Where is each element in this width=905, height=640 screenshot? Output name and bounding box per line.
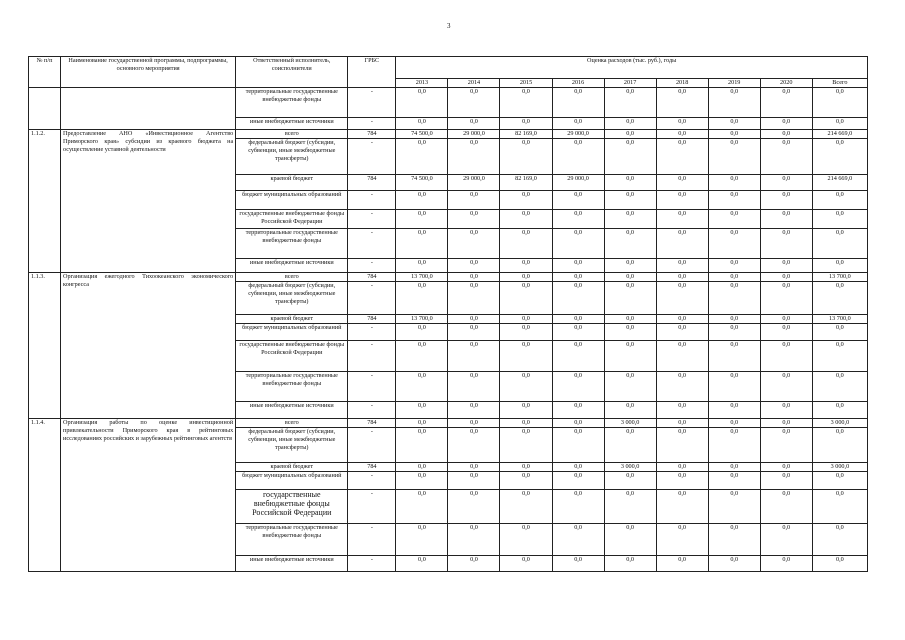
- funding-source: всего: [236, 419, 348, 428]
- funding-source: всего: [236, 130, 348, 139]
- year-value: 0,0: [500, 341, 552, 372]
- grbs-code: -: [348, 556, 396, 572]
- year-value: 0,0: [760, 282, 812, 315]
- grbs-code: -: [348, 282, 396, 315]
- funding-source: территориальные государственные внебюджетные фонды: [236, 372, 348, 402]
- year-value: 0,0: [500, 372, 552, 402]
- year-value: 0,0: [500, 556, 552, 572]
- year-value: 0,0: [604, 428, 656, 463]
- year-value: 29 000,0: [552, 130, 604, 139]
- year-value: 13 700,0: [396, 273, 448, 282]
- year-value: 0,0: [500, 428, 552, 463]
- year-value: 0,0: [656, 88, 708, 118]
- year-value: 0,0: [604, 472, 656, 490]
- year-value: 0,0: [708, 372, 760, 402]
- year-value: 0,0: [396, 490, 448, 524]
- year-value: 82 169,0: [500, 175, 552, 191]
- year-value: 0,0: [500, 191, 552, 210]
- year-value: 0,0: [396, 229, 448, 259]
- grbs-code: -: [348, 210, 396, 229]
- year-value: 0,0: [552, 139, 604, 175]
- total-value: 0,0: [812, 259, 867, 273]
- year-value: 0,0: [396, 324, 448, 341]
- year-value: 0,0: [552, 118, 604, 130]
- item-name: Организация ежегодного Тихоокеанского экономического конгресса: [61, 273, 236, 419]
- year-value: 0,0: [448, 282, 500, 315]
- year-value: 0,0: [656, 341, 708, 372]
- year-value: 29 000,0: [552, 175, 604, 191]
- year-value: 0,0: [760, 324, 812, 341]
- year-value: 0,0: [448, 139, 500, 175]
- table-row: [29, 273, 868, 282]
- grbs-code: -: [348, 402, 396, 419]
- year-value: 0,0: [760, 315, 812, 324]
- budget-table: [28, 56, 868, 572]
- year-value: 0,0: [760, 341, 812, 372]
- year-value: 0,0: [656, 463, 708, 472]
- header-estimate: Оценка расходов (тыс. руб.), годы: [396, 57, 868, 79]
- year-value: 3 000,0: [604, 463, 656, 472]
- table-body: [29, 88, 868, 572]
- year-value: 0,0: [552, 273, 604, 282]
- grbs-code: -: [348, 229, 396, 259]
- year-value: 0,0: [656, 472, 708, 490]
- year-value: 0,0: [656, 273, 708, 282]
- year-value: 0,0: [604, 88, 656, 118]
- year-value: 0,0: [500, 402, 552, 419]
- header-num: № п/п: [29, 57, 61, 88]
- total-value: 0,0: [812, 428, 867, 463]
- year-value: 0,0: [552, 372, 604, 402]
- year-value: 0,0: [552, 210, 604, 229]
- year-value: 0,0: [396, 282, 448, 315]
- total-value: 3 000,0: [812, 419, 867, 428]
- header-year: 2017: [604, 79, 656, 88]
- funding-source: государственные внебюджетные фонды Российской Федерации: [236, 490, 348, 524]
- year-value: 0,0: [448, 428, 500, 463]
- funding-source: федеральный бюджет (субсидии, субвенции, иные межбюджетные трансферты): [236, 428, 348, 463]
- year-value: 0,0: [708, 175, 760, 191]
- year-value: 0,0: [656, 524, 708, 556]
- year-value: 0,0: [604, 372, 656, 402]
- header-year: 2018: [656, 79, 708, 88]
- header-year: 2013: [396, 79, 448, 88]
- year-value: 0,0: [656, 191, 708, 210]
- year-value: 0,0: [708, 524, 760, 556]
- year-value: 0,0: [708, 402, 760, 419]
- year-value: 0,0: [500, 282, 552, 315]
- funding-source: иные внебюджетные источники: [236, 402, 348, 419]
- header-year: 2019: [708, 79, 760, 88]
- year-value: 0,0: [448, 556, 500, 572]
- year-value: 0,0: [708, 273, 760, 282]
- year-value: 0,0: [604, 490, 656, 524]
- grbs-code: -: [348, 191, 396, 210]
- year-value: 0,0: [656, 372, 708, 402]
- item-name: Организация работы по оценке инвестиционной привлекательности Приморского края в рейтинговых исследованиях российских и зарубежных рейтинговых агентств: [61, 419, 236, 572]
- year-value: 13 700,0: [396, 315, 448, 324]
- year-value: 0,0: [448, 472, 500, 490]
- grbs-code: 784: [348, 315, 396, 324]
- year-value: 0,0: [760, 428, 812, 463]
- year-value: 0,0: [552, 229, 604, 259]
- year-value: 0,0: [760, 259, 812, 273]
- year-value: 0,0: [708, 88, 760, 118]
- year-value: 0,0: [448, 402, 500, 419]
- year-value: 82 169,0: [500, 130, 552, 139]
- year-value: 0,0: [656, 118, 708, 130]
- header-grbs: ГРБС: [348, 57, 396, 88]
- year-value: 0,0: [708, 282, 760, 315]
- year-value: 0,0: [396, 88, 448, 118]
- year-value: 0,0: [448, 191, 500, 210]
- year-value: 0,0: [500, 324, 552, 341]
- year-value: 0,0: [604, 175, 656, 191]
- year-value: 0,0: [448, 118, 500, 130]
- year-value: 0,0: [552, 463, 604, 472]
- year-value: 0,0: [448, 524, 500, 556]
- year-value: 0,0: [656, 402, 708, 419]
- total-value: 0,0: [812, 139, 867, 175]
- year-value: 0,0: [500, 273, 552, 282]
- year-value: 0,0: [656, 315, 708, 324]
- year-value: 0,0: [708, 463, 760, 472]
- grbs-code: -: [348, 118, 396, 130]
- total-value: 13 700,0: [812, 273, 867, 282]
- total-value: 0,0: [812, 524, 867, 556]
- total-value: 0,0: [812, 372, 867, 402]
- item-name: Предоставление АНО «Инвестиционное Агентство Приморского края» субсидии из краевого бюджета на осуществление уставной деятельности: [61, 130, 236, 273]
- year-value: 0,0: [604, 229, 656, 259]
- grbs-code: 784: [348, 273, 396, 282]
- table-row: [29, 130, 868, 139]
- year-value: 0,0: [760, 118, 812, 130]
- year-value: 0,0: [760, 372, 812, 402]
- total-value: 0,0: [812, 472, 867, 490]
- year-value: 0,0: [760, 273, 812, 282]
- year-value: 0,0: [396, 524, 448, 556]
- year-value: 0,0: [760, 210, 812, 229]
- year-value: 0,0: [656, 282, 708, 315]
- year-value: 0,0: [552, 556, 604, 572]
- year-value: 0,0: [448, 259, 500, 273]
- funding-source: государственные внебюджетные фонды Российской Федерации: [236, 210, 348, 229]
- grbs-code: -: [348, 259, 396, 273]
- year-value: 0,0: [656, 139, 708, 175]
- year-value: 0,0: [396, 556, 448, 572]
- year-value: 0,0: [552, 259, 604, 273]
- funding-source: территориальные государственные внебюджетные фонды: [236, 229, 348, 259]
- year-value: 0,0: [708, 472, 760, 490]
- year-value: 0,0: [656, 428, 708, 463]
- grbs-code: -: [348, 139, 396, 175]
- total-value: 0,0: [812, 229, 867, 259]
- year-value: 0,0: [448, 273, 500, 282]
- header-year: 2015: [500, 79, 552, 88]
- year-value: 0,0: [396, 419, 448, 428]
- year-value: 0,0: [656, 324, 708, 341]
- year-value: 0,0: [708, 341, 760, 372]
- year-value: 29 000,0: [448, 130, 500, 139]
- year-value: 0,0: [552, 419, 604, 428]
- year-value: 0,0: [708, 556, 760, 572]
- year-value: 0,0: [760, 556, 812, 572]
- year-value: 0,0: [708, 259, 760, 273]
- total-value: 13 700,0: [812, 315, 867, 324]
- year-value: 0,0: [552, 524, 604, 556]
- year-value: 0,0: [760, 402, 812, 419]
- funding-source: всего: [236, 273, 348, 282]
- year-value: 0,0: [604, 402, 656, 419]
- year-value: 0,0: [708, 315, 760, 324]
- year-value: 0,0: [760, 463, 812, 472]
- funding-source: краевой бюджет: [236, 315, 348, 324]
- year-value: 0,0: [708, 428, 760, 463]
- year-value: 0,0: [708, 210, 760, 229]
- year-value: 74 500,0: [396, 175, 448, 191]
- funding-source: государственные внебюджетные фонды Российской Федерации: [236, 341, 348, 372]
- year-value: 0,0: [656, 130, 708, 139]
- year-value: 0,0: [604, 118, 656, 130]
- year-value: 0,0: [656, 229, 708, 259]
- year-value: 0,0: [552, 472, 604, 490]
- year-value: 0,0: [708, 139, 760, 175]
- year-value: 0,0: [760, 490, 812, 524]
- year-value: 0,0: [448, 490, 500, 524]
- year-value: 0,0: [656, 419, 708, 428]
- year-value: 0,0: [500, 463, 552, 472]
- header-name: Наименование государственной программы, подпрограммы, основного мероприятия: [61, 57, 236, 88]
- year-value: 0,0: [760, 472, 812, 490]
- total-value: 0,0: [812, 402, 867, 419]
- total-value: 214 669,0: [812, 175, 867, 191]
- grbs-code: -: [348, 372, 396, 402]
- year-value: 0,0: [708, 118, 760, 130]
- grbs-code: -: [348, 341, 396, 372]
- total-value: 0,0: [812, 210, 867, 229]
- page-number: 3: [447, 22, 451, 30]
- grbs-code: 784: [348, 130, 396, 139]
- year-value: 0,0: [396, 139, 448, 175]
- total-value: 0,0: [812, 282, 867, 315]
- year-value: 3 000,0: [604, 419, 656, 428]
- year-value: 0,0: [500, 229, 552, 259]
- year-value: 0,0: [604, 139, 656, 175]
- header-year: 2014: [448, 79, 500, 88]
- year-value: 0,0: [760, 229, 812, 259]
- funding-source: федеральный бюджет (субсидии, субвенции, иные межбюджетные трансферты): [236, 282, 348, 315]
- year-value: 0,0: [448, 229, 500, 259]
- item-number: 1.1.3.: [29, 273, 61, 419]
- year-value: 0,0: [396, 428, 448, 463]
- year-value: 0,0: [708, 490, 760, 524]
- year-value: 0,0: [604, 341, 656, 372]
- year-value: 0,0: [500, 490, 552, 524]
- year-value: 0,0: [604, 324, 656, 341]
- header-total: Всего: [812, 79, 867, 88]
- year-value: 0,0: [500, 118, 552, 130]
- funding-source: бюджет муниципальных образований: [236, 324, 348, 341]
- year-value: 0,0: [604, 315, 656, 324]
- funding-source: бюджет муниципальных образований: [236, 191, 348, 210]
- year-value: 0,0: [552, 428, 604, 463]
- year-value: 0,0: [552, 282, 604, 315]
- year-value: 0,0: [604, 191, 656, 210]
- grbs-code: 784: [348, 419, 396, 428]
- year-value: 0,0: [760, 88, 812, 118]
- funding-source: краевой бюджет: [236, 463, 348, 472]
- total-value: 0,0: [812, 118, 867, 130]
- year-value: 0,0: [604, 210, 656, 229]
- year-value: 0,0: [604, 282, 656, 315]
- header-year: 2020: [760, 79, 812, 88]
- funding-source: иные внебюджетные источники: [236, 259, 348, 273]
- year-value: 0,0: [500, 139, 552, 175]
- year-value: 0,0: [396, 259, 448, 273]
- year-value: 0,0: [760, 175, 812, 191]
- total-value: 0,0: [812, 191, 867, 210]
- year-value: 0,0: [448, 419, 500, 428]
- year-value: 0,0: [396, 463, 448, 472]
- grbs-code: -: [348, 324, 396, 341]
- year-value: 0,0: [656, 175, 708, 191]
- total-value: 0,0: [812, 88, 867, 118]
- year-value: 0,0: [396, 191, 448, 210]
- year-value: 0,0: [500, 88, 552, 118]
- table-row: [29, 419, 868, 428]
- grbs-code: -: [348, 428, 396, 463]
- year-value: 0,0: [760, 191, 812, 210]
- year-value: 0,0: [448, 315, 500, 324]
- year-value: 0,0: [552, 88, 604, 118]
- year-value: 0,0: [760, 139, 812, 175]
- year-value: 0,0: [708, 229, 760, 259]
- total-value: 0,0: [812, 341, 867, 372]
- year-value: 0,0: [500, 419, 552, 428]
- year-value: 0,0: [500, 315, 552, 324]
- total-value: 0,0: [812, 556, 867, 572]
- grbs-code: -: [348, 88, 396, 118]
- year-value: 0,0: [500, 472, 552, 490]
- year-value: 0,0: [552, 402, 604, 419]
- year-value: 0,0: [448, 463, 500, 472]
- grbs-code: -: [348, 490, 396, 524]
- year-value: 0,0: [708, 130, 760, 139]
- year-value: 0,0: [656, 490, 708, 524]
- year-value: 0,0: [500, 210, 552, 229]
- year-value: 0,0: [396, 118, 448, 130]
- year-value: 0,0: [604, 273, 656, 282]
- year-value: 0,0: [552, 315, 604, 324]
- year-value: 0,0: [552, 490, 604, 524]
- funding-source: иные внебюджетные источники: [236, 118, 348, 130]
- item-number: 1.1.2.: [29, 130, 61, 273]
- table-row: [29, 88, 868, 118]
- year-value: 0,0: [448, 372, 500, 402]
- year-value: 0,0: [708, 419, 760, 428]
- year-value: 0,0: [396, 210, 448, 229]
- year-value: 0,0: [552, 341, 604, 372]
- year-value: 0,0: [448, 341, 500, 372]
- funding-source: федеральный бюджет (субсидии, субвенции, иные межбюджетные трансферты): [236, 139, 348, 175]
- year-value: 0,0: [396, 341, 448, 372]
- year-value: 0,0: [448, 210, 500, 229]
- year-value: 0,0: [552, 324, 604, 341]
- grbs-code: 784: [348, 175, 396, 191]
- year-value: 0,0: [656, 259, 708, 273]
- year-value: 0,0: [396, 402, 448, 419]
- year-value: 0,0: [656, 556, 708, 572]
- item-name: [61, 88, 236, 130]
- year-value: 0,0: [500, 524, 552, 556]
- funding-source: бюджет муниципальных образований: [236, 472, 348, 490]
- funding-source: территориальные государственные внебюджетные фонды: [236, 88, 348, 118]
- year-value: 0,0: [396, 472, 448, 490]
- funding-source: краевой бюджет: [236, 175, 348, 191]
- year-value: 74 500,0: [396, 130, 448, 139]
- year-value: 0,0: [448, 324, 500, 341]
- year-value: 0,0: [604, 556, 656, 572]
- total-value: 3 000,0: [812, 463, 867, 472]
- year-value: 0,0: [760, 419, 812, 428]
- funding-source: иные внебюджетные источники: [236, 556, 348, 572]
- total-value: 0,0: [812, 490, 867, 524]
- year-value: 0,0: [500, 259, 552, 273]
- year-value: 0,0: [708, 191, 760, 210]
- total-value: 0,0: [812, 324, 867, 341]
- header-year: 2016: [552, 79, 604, 88]
- grbs-code: -: [348, 472, 396, 490]
- grbs-code: 784: [348, 463, 396, 472]
- year-value: 0,0: [552, 191, 604, 210]
- year-value: 29 000,0: [448, 175, 500, 191]
- item-number: [29, 88, 61, 130]
- item-number: 1.1.4.: [29, 419, 61, 572]
- year-value: 0,0: [448, 88, 500, 118]
- grbs-code: -: [348, 524, 396, 556]
- year-value: 0,0: [760, 524, 812, 556]
- year-value: 0,0: [396, 372, 448, 402]
- year-value: 0,0: [656, 210, 708, 229]
- year-value: 0,0: [604, 259, 656, 273]
- header-executor: Ответственный исполнитель, соисполнители: [236, 57, 348, 88]
- year-value: 0,0: [604, 130, 656, 139]
- year-value: 0,0: [708, 324, 760, 341]
- funding-source: территориальные государственные внебюджетные фонды: [236, 524, 348, 556]
- year-value: 0,0: [604, 524, 656, 556]
- year-value: 0,0: [760, 130, 812, 139]
- total-value: 214 669,0: [812, 130, 867, 139]
